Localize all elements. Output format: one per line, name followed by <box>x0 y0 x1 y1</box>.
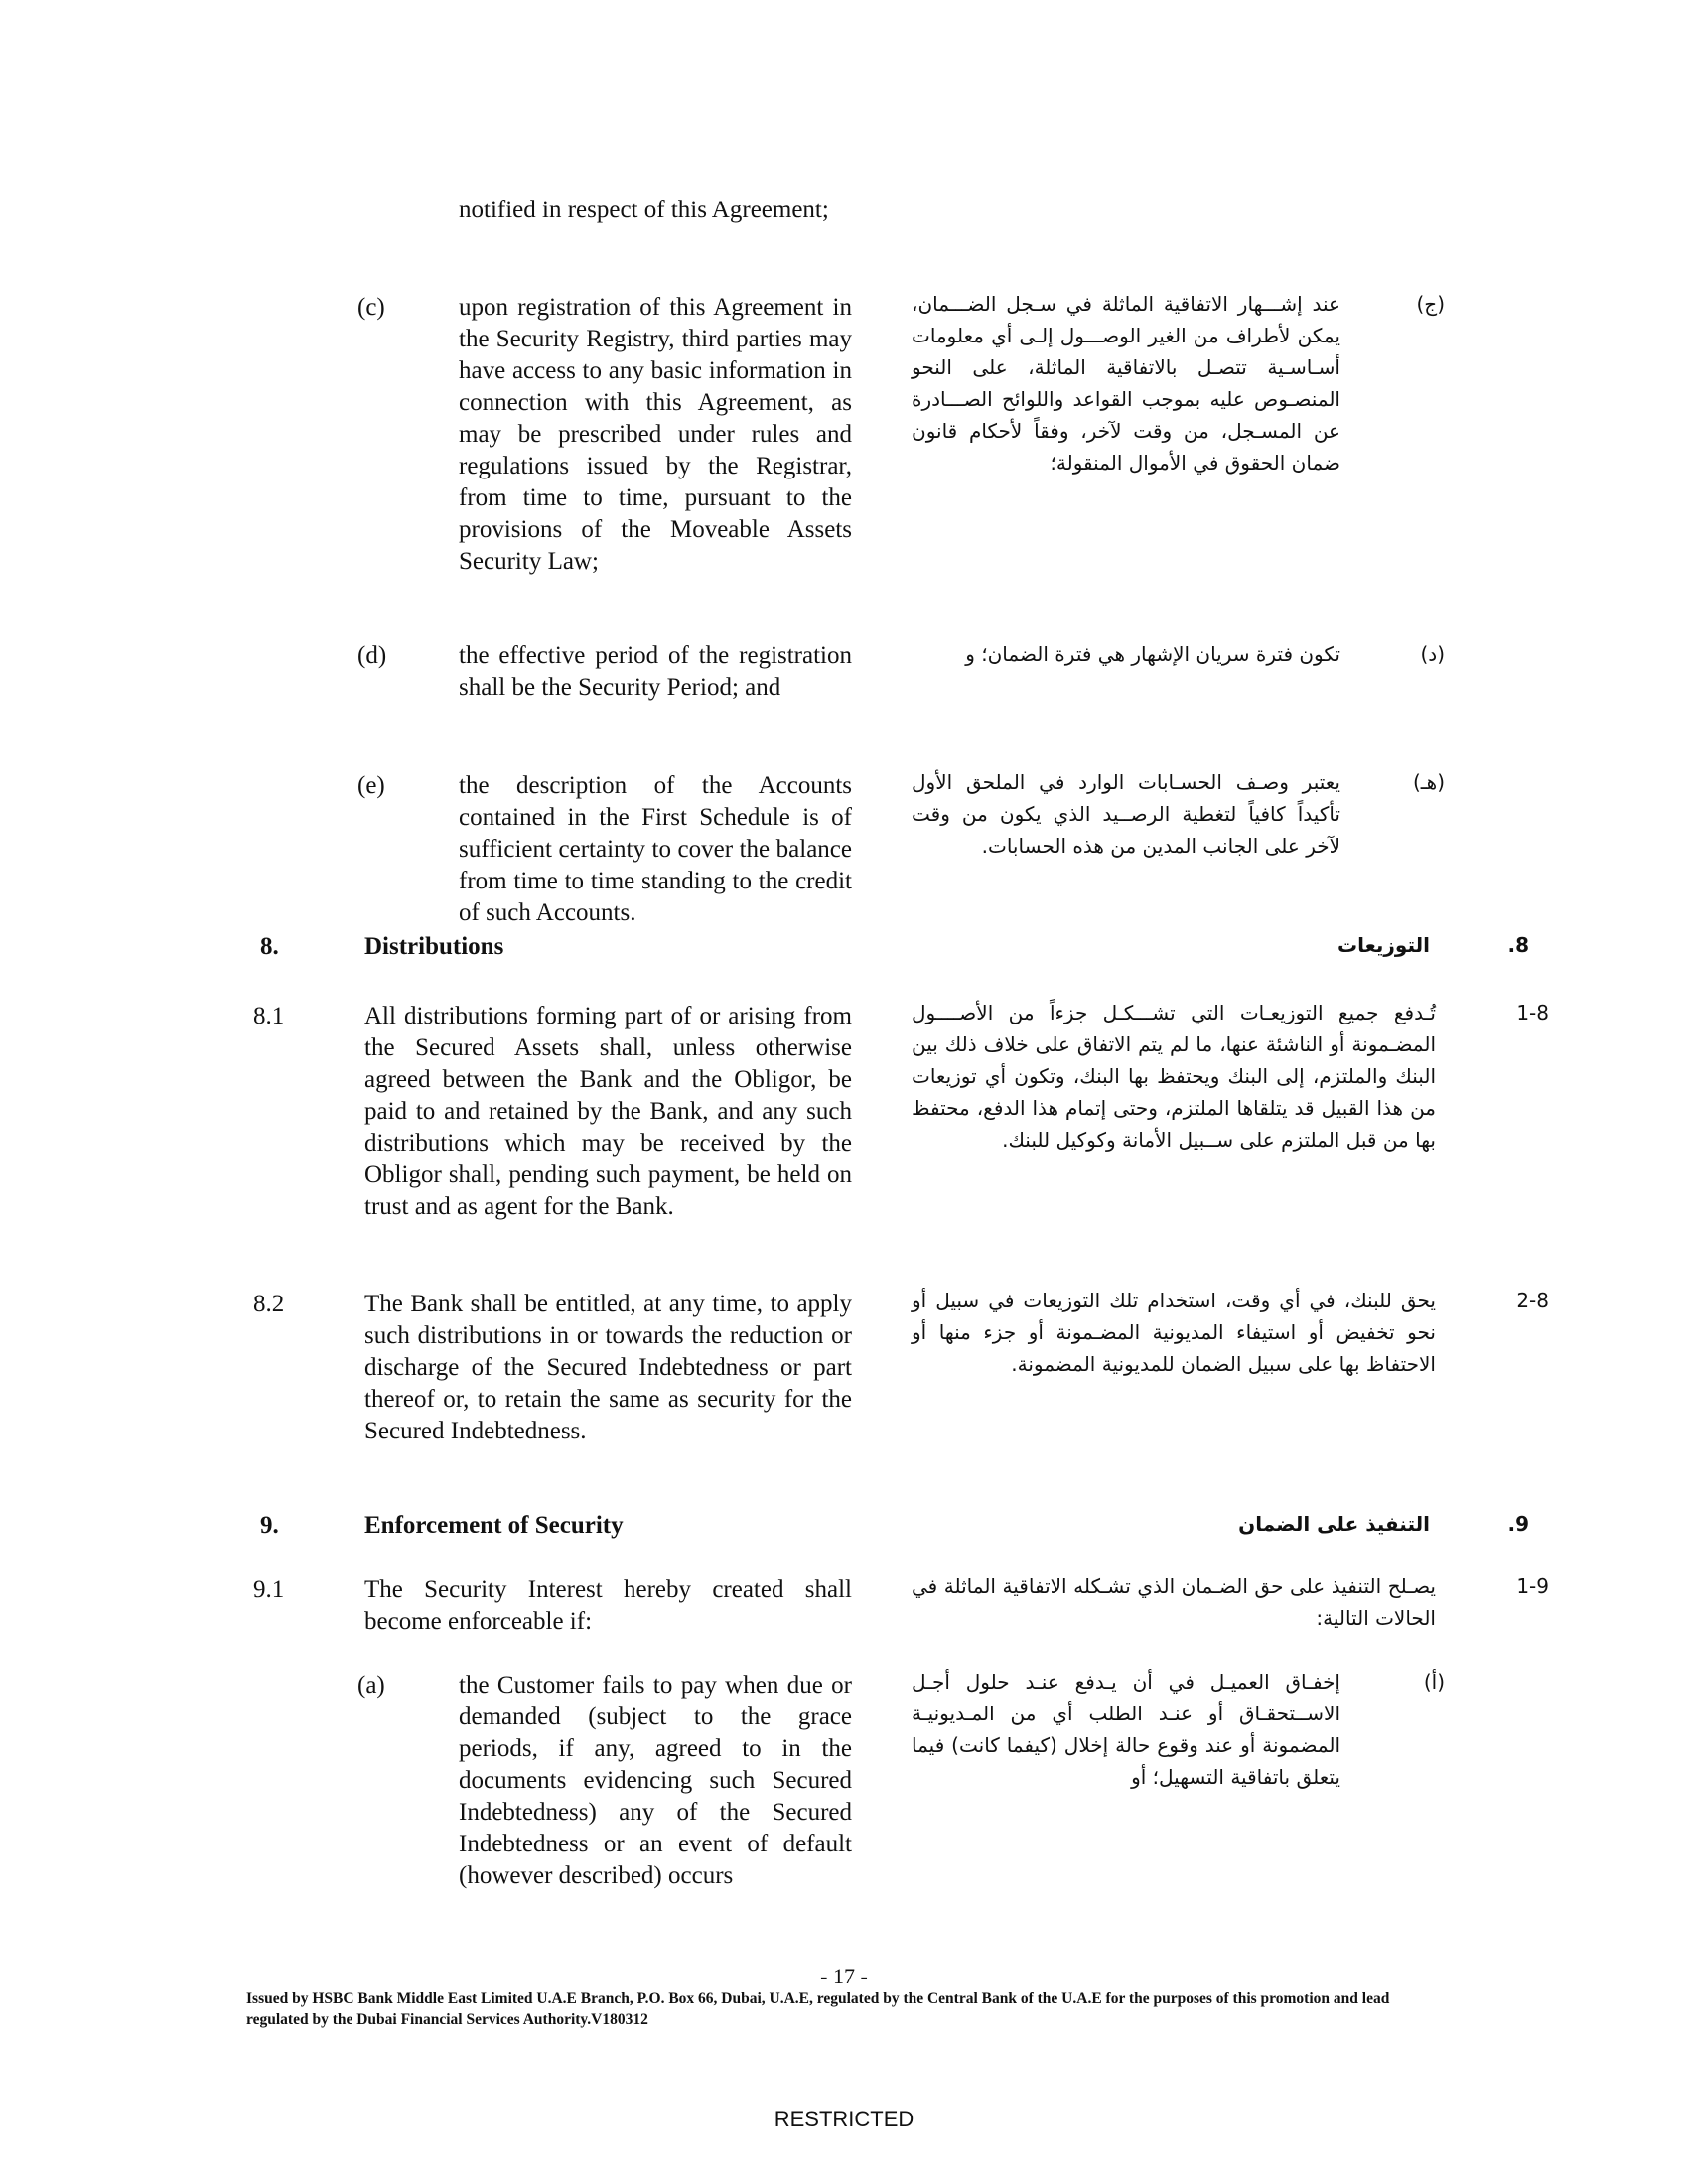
clause-7e-marker-arabic: (هـ) <box>1412 770 1445 794</box>
issuer-footnote: Issued by HSBC Bank Middle East Limited U.A.E Branch, P.O. Box 66, Dubai, U.A.E, regulated by the Central Bank of the U.A.E for the purposes of this promotion and lead regulated by the Dubai Financial Services Authority.V180312 <box>246 1990 1390 2028</box>
clause-9a-text: the Customer fails to pay when due or demanded (subject to the grace periods, if any, agreed to in the documents evidencing such Secured Indebtedness) any of the Secured Indebtedness or an event of default (however described) occurs <box>459 1672 852 1889</box>
clause-9-title-arabic: التنفيذ على الضمان <box>1238 1512 1430 1536</box>
clause-7c-text: upon registration of this Agreement in the Security Registry, third parties may have access to any basic information in connection with this Agreement, as may be prescribed under rules and regulations issued by the Registrar, from time to time, pursuant to the provisions of the Moveable Assets Security Law; <box>459 294 852 575</box>
clause-7c-marker-arabic: (ج) <box>1416 292 1445 316</box>
classification-label: RESTRICTED <box>774 2107 914 2131</box>
clause-9a-marker: (a) <box>357 1672 385 1699</box>
clause-8-1-number-arabic: 1-8 <box>1516 1001 1549 1024</box>
clause-7c-text-arabic: عند إشـــهار الاتفاقية الماثلة في سـجل الضـــمان، يمكن لأطراف من الغير الوصـــول إلـى أي معلومات أسـاسـية تتصـل بالاتفاقية الماثلة، على النحو المنصـوص عليه بموجب القواعد واللوائح الصـــادرة عن المسـجل، من وقت لآخر، وفقاً لأحكام قانون ضمان الحقوق في الأموال المنقولة؛ <box>912 292 1340 475</box>
page-number: - 17 - <box>820 1964 868 1988</box>
clause-9-1-number-arabic: 1-9 <box>1516 1574 1549 1598</box>
clause-7e-marker: (e) <box>357 772 385 799</box>
clause-9-1-number: 9.1 <box>253 1576 285 1603</box>
clause-8-2-number: 8.2 <box>253 1291 285 1317</box>
clause-9a-marker-arabic: (أ) <box>1423 1670 1445 1694</box>
clause-8-2-text-arabic: يحق للبنك، في أي وقت، استخدام تلك التوزيعات في سبيل أو نحو تخفيض أو استيفاء المديونية المضـمونة أو جزء منها أو الاحتفاظ بها على سبيل الضمان للمديونية المضمونة. <box>912 1289 1436 1376</box>
clause-8-2-number-arabic: 2-8 <box>1516 1289 1549 1312</box>
clause-9-1-text-arabic: يصـلح التنفيذ على حق الضـمان الذي تشـكله الاتفاقية الماثلة في الحالات التالية: <box>912 1574 1436 1630</box>
clause-8-number: 8. <box>260 933 279 960</box>
clause-7b-tail-text: notified in respect of this Agreement; <box>459 197 829 223</box>
clause-8-1-number: 8.1 <box>253 1003 285 1029</box>
clause-8-number-arabic: .8 <box>1507 933 1529 957</box>
clause-9-number-arabic: .9 <box>1507 1512 1529 1536</box>
clause-8-title-arabic: التوزيعات <box>1337 933 1430 957</box>
clause-9a-text-arabic: إخفـاق العميـل في أن يـدفع عنـد حلول أجـل الاســتحقـاق أو عنـد الطلب أي من المـديونيـة المضمونة أو عند وقوع حالة إخلال (كيفما كانت) فيما يتعلق باتفاقية التسهيل؛ أو <box>912 1670 1340 1789</box>
clause-7e-text-arabic: يعتبر وصـف الحسـابات الوارد في الملحق الأول تأكيداً كافياً لتغطية الرصــيد الذي يكون من وقت لآخر على الجانب المدين من هذه الحسابات. <box>912 770 1340 858</box>
clause-7d-marker-arabic: (د) <box>1420 642 1445 666</box>
clause-7c-marker: (c) <box>357 294 385 321</box>
clause-8-1-text: All distributions forming part of or arising from the Secured Assets shall, unless otherwise agreed between the Bank and the Obligor, be paid to and retained by the Bank, and any such distributions which may be received by the Obligor shall, pending such payment, be held on trust and as agent for the Bank. <box>364 1003 852 1220</box>
clause-7d-text-arabic: تكون فترة سريان الإشهار هي فترة الضمان؛ و <box>965 642 1340 666</box>
clause-8-2-text: The Bank shall be entitled, at any time, to apply such distributions in or towards the reduction or discharge of the Secured Indebtedness or part thereof or, to retain the same as security for the Secured Indebtedness. <box>364 1291 852 1444</box>
clause-7d-text: the effective period of the registration shall be the Security Period; and <box>459 642 852 701</box>
clause-9-1-text: The Security Interest hereby created shall become enforceable if: <box>364 1576 852 1635</box>
clause-9-number: 9. <box>260 1512 279 1539</box>
clause-8-title: Distributions <box>364 933 504 960</box>
clause-7e-text: the description of the Accounts contained in the First Schedule is of sufficient certainty to cover the balance from time to time standing to the credit of such Accounts. <box>459 772 852 926</box>
clause-8-1-text-arabic: تُـدفع جميع التوزيعـات التي تشـــكـل جزءاً من الأصــــول المضـمونة أو الناشئة عنها، ما لم يتم الاتفاق على خلاف ذلك بين البنك والملتزم، إلى البنك ويحتفظ بها البنك، وتكون أي توزيعات من هذا القبيل قد يتلقاها الملتزم، وحتى إتمام هذا الدفع، محتفظ بها من قبل الملتزم على ســبيل الأمانة وكوكيل للبنك. <box>912 1001 1436 1152</box>
clause-9-title: Enforcement of Security <box>364 1512 624 1539</box>
clause-7d-marker: (d) <box>357 642 387 669</box>
